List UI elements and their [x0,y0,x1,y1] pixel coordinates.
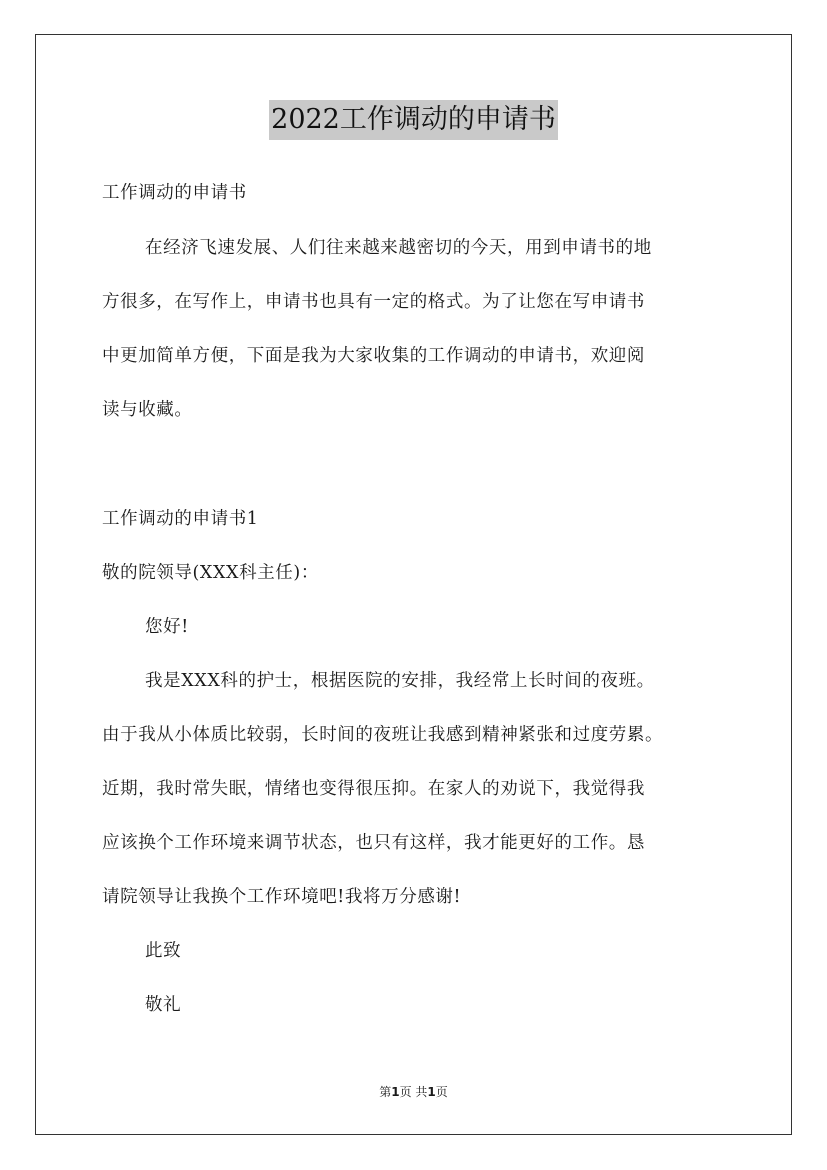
intro-line-1: 在经济飞速发展、人们往来越来越密切的今天，用到申请书的地 [145,238,652,258]
body-line-4: 应该换个工作环境来调节状态，也只有这样，我才能更好的工作。恳 [102,833,645,853]
footer-page-current: 1 [391,1085,400,1099]
footer-suffix: 页 [435,1085,448,1099]
footer-page-total: 1 [427,1085,436,1099]
footer-prefix: 第 [379,1085,392,1099]
title-container [0,100,827,140]
closing-line-2: 敬礼 [145,995,182,1015]
body-line-3: 近期，我时常失眠，情绪也变得很压抑。在家人的劝说下，我觉得我 [102,779,645,799]
closing-line-1: 此致 [145,941,182,961]
page-footer [0,1084,827,1100]
section-heading-1: 工作调动的申请书1 [102,509,259,529]
intro-line-2: 方很多，在写作上，申请书也具有一定的格式。为了让您在写申请书 [102,292,645,312]
body-line-2: 由于我从小体质比较弱，长时间的夜班让我感到精神紧张和过度劳累。 [102,725,664,745]
intro-line-4: 读与收藏。 [102,400,193,420]
document-title: 2022工作调动的申请书 [269,100,558,140]
footer-mid: 页 共 [399,1085,428,1099]
salutation-line: 敬的院领导(XXX科主任)： [102,563,319,583]
body-line-1: 我是XXX科的护士，根据医院的安排，我经常上长时间的夜班。 [145,671,655,691]
body-line-5: 请院领导让我换个工作环境吧!我将万分感谢! [102,887,462,907]
greeting-line: 您好! [145,617,189,637]
intro-line-3: 中更加简单方便，下面是我为大家收集的工作调动的申请书，欢迎阅 [102,346,645,366]
subtitle-line: 工作调动的申请书 [102,183,247,203]
